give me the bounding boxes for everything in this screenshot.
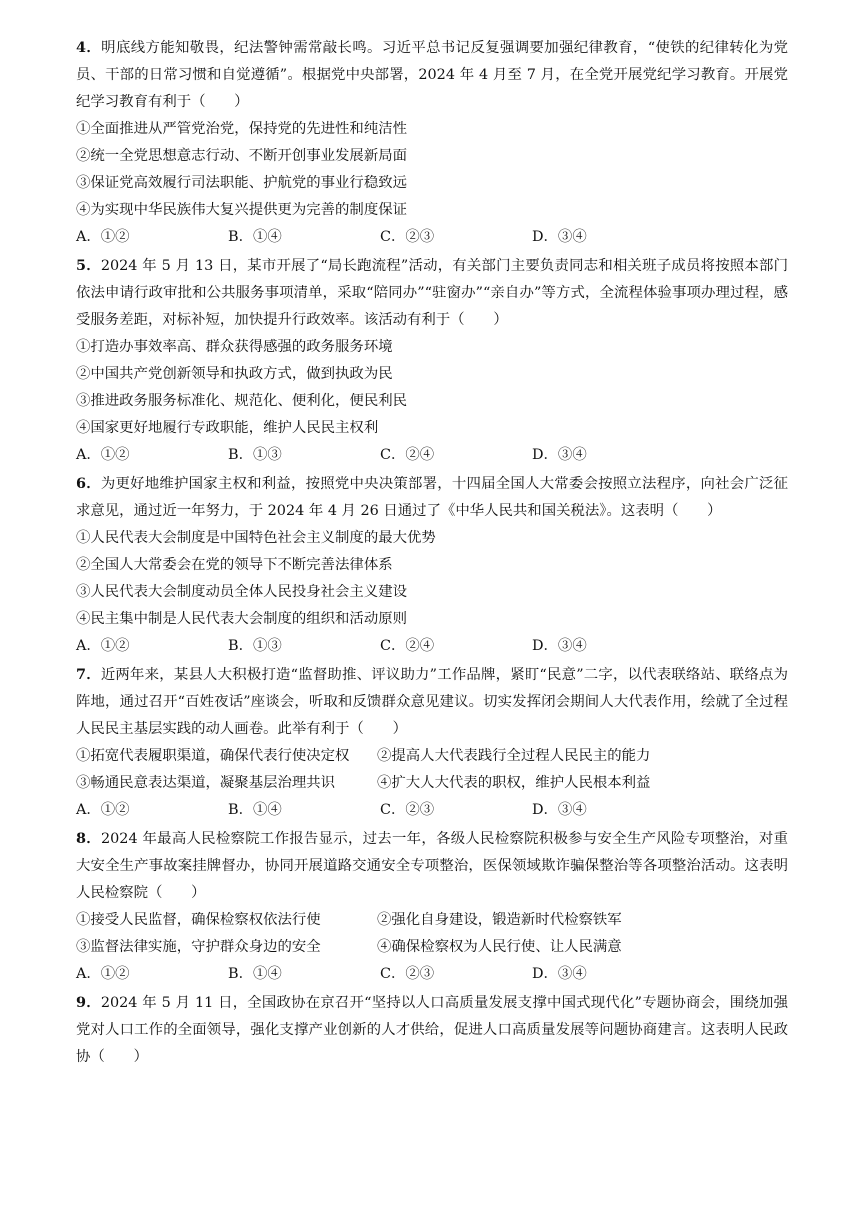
question-number: 9． [76, 994, 101, 1011]
question-number: 4． [76, 39, 102, 56]
option-3: ③人民代表大会制度动员全体人民投身社会主义建设 [76, 584, 407, 600]
question-number: 7． [76, 666, 101, 683]
choice-b: B．①③ [228, 447, 282, 463]
option-1: ①打造办事效率高、群众获得感强的政务服务环境 [76, 339, 393, 355]
choice-c: C．②③ [380, 229, 435, 245]
choice-a: A．①② [76, 229, 130, 245]
option-3: ③畅通民意表达渠道，凝聚基层治理共识 [76, 775, 336, 791]
choice-d: D．③④ [532, 638, 587, 654]
option-4: ④国家更好地履行专政职能，维护人民民主权利 [76, 420, 379, 436]
question-stem: 6．为更好地维护国家主权和利益，按照党中央决策部署，十四届全国人大常委会按照立法程序，向社会广泛征求意见，通过近一年努力，于 2024 年 4 月 26 日通过了《中华人民共和国关税法》。这表明（ ） [76, 475, 788, 519]
answer-choices [76, 633, 788, 660]
question-stem: 8．2024 年最高人民检察院工作报告显示，过去一年，各级人民检察院积极参与安全生产风险专项整治，对重大安全生产事故案挂牌督办，协同开展道路交通安全专项整治，医保领域欺诈骗保整治等各项整治活动。这表明人民检察院（ ） [76, 830, 789, 901]
question-stem: 5．2024 年 5 月 13 日，某市开展了“局长跑流程”活动，有关部门主要负责同志和相关班子成员将按照本部门依法申请行政审批和公共服务事项清单，采取“陪同办”“驻窗办”“亲自办”等方式，全流程体验事项办理过程，感受服务差距，对标补短，加快提升行政效率。该活动有利于（ ） [76, 257, 789, 328]
option-4: ④民主集中制是人民代表大会制度的组织和活动原则 [76, 611, 407, 627]
option-3: ③保证党高效履行司法职能、护航党的事业行稳致远 [76, 175, 407, 191]
question-5 [76, 252, 788, 469]
choice-c: C．②③ [380, 966, 435, 982]
question-number: 6． [76, 475, 101, 492]
answer-choices [76, 224, 788, 251]
option-3: ③推进政务服务标准化、规范化、便利化，便民利民 [76, 393, 407, 409]
option-4: ④为实现中华民族伟大复兴提供更为完善的制度保证 [76, 202, 407, 218]
choice-c: C．②④ [380, 447, 435, 463]
question-stem: 7．近两年来，某县人大积极打造“监督助推、评议助力”工作品牌，紧盯“民意”二字，以代表联络站、联络点为阵地，通过召开“百姓夜话”座谈会，听取和反馈群众意见建议。切实发挥闭会期间人大代表作用，绘就了全过程人民民主基层实践的动人画卷。此举有利于（ ） [76, 666, 788, 737]
option-row [76, 770, 788, 797]
option-2: ②中国共产党创新领导和执政方式，做到执政为民 [76, 366, 393, 382]
option-2: ②提高人大代表践行全过程人民民主的能力 [377, 748, 651, 764]
question-number: 5． [76, 257, 101, 274]
option-row [76, 934, 788, 961]
choice-d: D．③④ [532, 966, 587, 982]
question-9 [76, 989, 788, 1071]
option-1: ①拓宽代表履职渠道，确保代表行使决定权 [76, 748, 350, 764]
question-stem: 9．2024 年 5 月 11 日，全国政协在京召开“坚持以人口高质量发展支撑中国式现代化”专题协商会，围绕加强党对人口工作的全面领导，强化支撑产业创新的人才供给，促进人口高质量发展等问题协商建言。这表明人民政协（ ） [76, 994, 789, 1065]
option-row [76, 907, 788, 934]
option-2: ②全国人大常委会在党的领导下不断完善法律体系 [76, 557, 393, 573]
option-1: ①接受人民监督，确保检察权依法行使 [76, 912, 321, 928]
answer-choices [76, 961, 788, 988]
choice-b: B．①④ [228, 229, 282, 245]
choice-c: C．②④ [380, 638, 435, 654]
question-8 [76, 825, 788, 988]
option-1: ①全面推进从严管党治党，保持党的先进性和纯洁性 [76, 121, 407, 137]
answer-choices [76, 797, 788, 824]
option-row [76, 743, 788, 770]
choice-d: D．③④ [532, 229, 587, 245]
choice-c: C．②③ [380, 802, 435, 818]
option-4: ④扩大人大代表的职权，维护人民根本利益 [377, 775, 651, 791]
option-1: ①人民代表大会制度是中国特色社会主义制度的最大优势 [76, 530, 436, 546]
exam-page [76, 34, 788, 1071]
question-4 [76, 34, 788, 251]
question-stem: 4．明底线方能知敬畏，纪法警钟需常敲长鸣。习近平总书记反复强调要加强纪律教育，“使铁的纪律转化为党员、干部的日常习惯和自觉遵循”。根据党中央部署，2024 年 4 月至 7 月，在全党开展党纪学习教育。开展党纪学习教育有利于（ ） [76, 39, 788, 110]
choice-b: B．①④ [228, 966, 282, 982]
choice-b: B．①④ [228, 802, 282, 818]
choice-a: A．①② [76, 966, 130, 982]
question-7 [76, 661, 788, 824]
question-6 [76, 470, 788, 660]
answer-choices [76, 442, 788, 469]
option-3: ③监督法律实施，守护群众身边的安全 [76, 939, 321, 955]
option-4: ④确保检察权为人民行使、让人民满意 [377, 939, 622, 955]
choice-a: A．①② [76, 638, 130, 654]
option-2: ②强化自身建设，锻造新时代检察铁军 [377, 912, 622, 928]
choice-a: A．①② [76, 447, 130, 463]
choice-b: B．①③ [228, 638, 282, 654]
choice-d: D．③④ [532, 447, 587, 463]
choice-a: A．①② [76, 802, 130, 818]
choice-d: D．③④ [532, 802, 587, 818]
option-2: ②统一全党思想意志行动、不断开创事业发展新局面 [76, 148, 407, 164]
question-number: 8． [76, 830, 101, 847]
